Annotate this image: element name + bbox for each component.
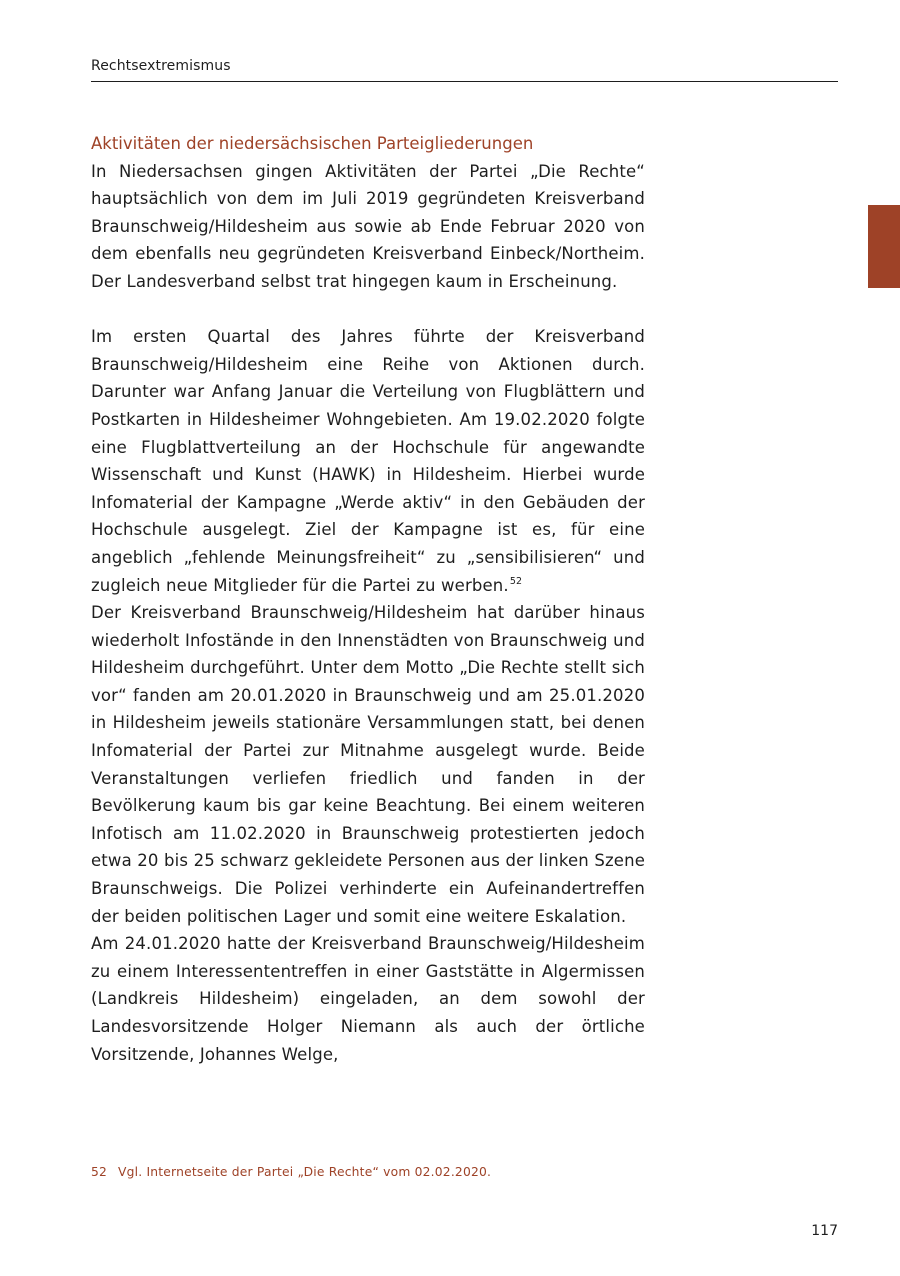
body-text	[91, 130, 645, 1068]
chapter-thumb-tab	[868, 205, 900, 288]
paragraph	[91, 158, 645, 296]
running-head: Rechtsextremismus	[91, 58, 231, 74]
footnote-text: Vgl. Internetseite der Partei „Die Rechte“ vom 02.02.2020.	[118, 1165, 492, 1179]
footnote	[91, 1165, 491, 1179]
paragraph-text: Der Kreisverband Braunschweig/Hildesheim hat darüber hinaus wiederholt Infostände in den Innenstädten von Braunschweig und Hildesheim durchgeführt. Unter dem Motto „Die Rechte stellt sich vor“ fanden am 20.01.2020 in Braunschweig und am 25.01.2020 in Hildesheim jeweils stationäre Versammlungen statt, bei denen Infomaterial der Partei zur Mitnahme ausgelegt wurde. Beide Veranstaltungen verliefen friedlich und fanden in der Bevölkerung kaum bis gar keine Beachtung. Bei einem weiteren Infotisch am 11.02.2020 in Braunschweig protestierten jedoch etwa 20 bis 25 schwarz gekleidete Personen aus der linken Szene Braunschweigs. Die Polizei verhinderte ein Aufeinandertreffen der beiden politischen Lager und somit eine weitere Eskalation.	[91, 603, 645, 926]
footnote-reference[interactable]: 52	[509, 575, 523, 587]
paragraph	[91, 323, 645, 599]
footnote-number: 52	[91, 1165, 108, 1179]
page-number: 117	[811, 1223, 838, 1239]
paragraph	[91, 930, 645, 1068]
paragraph-text: In Niedersachsen gingen Aktivitäten der Partei „Die Rechte“ hauptsächlich von dem im Juli 2019 gegründeten Kreisverband Braunschweig/Hildesheim aus sowie ab Ende Februar 2020 von dem ebenfalls neu gegründeten Kreisverband Einbeck/Northeim. Der Landesverband selbst trat hingegen kaum in Erscheinung.	[91, 161, 645, 291]
paragraph	[91, 599, 645, 930]
header-rule	[91, 81, 838, 82]
section-heading: Aktivitäten der niedersächsischen Parteigliederungen	[91, 134, 534, 153]
paragraph-text: Am 24.01.2020 hatte der Kreisverband Braunschweig/Hildesheim zu einem Interessententreffen in einer Gaststätte in Algermissen (Landkreis Hildesheim) eingeladen, an dem sowohl der Landesvorsitzende Holger Niemann als auch der örtliche Vorsitzende, Johannes Welge,	[91, 934, 645, 1064]
paragraph-text: Im ersten Quartal des Jahres führte der Kreisverband Braunschweig/Hildesheim eine Reihe von Aktionen durch. Darunter war Anfang Januar die Verteilung von Flugblättern und Postkarten in Hildesheimer Wohngebieten. Am 19.02.2020 folgte eine Flugblattverteilung an der Hochschule für angewandte Wissenschaft und Kunst (HAWK) in Hildesheim. Hierbei wurde Infomaterial der Kampagne „Werde aktiv“ in den Gebäuden der Hochschule ausgelegt. Ziel der Kampagne ist es, für eine angeblich „fehlende Meinungsfreiheit“ zu „sensibilisieren“ und zugleich neue Mitglieder für die Partei zu werben.	[91, 327, 645, 595]
